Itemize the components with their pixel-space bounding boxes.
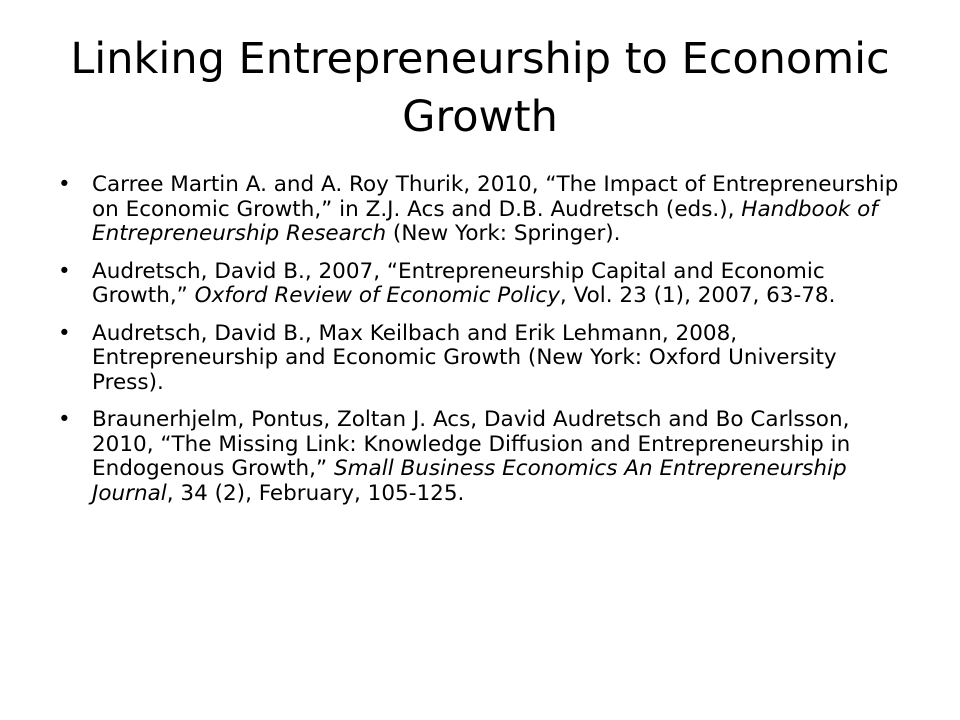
reference-item <box>58 408 908 506</box>
reference-italic-title: Oxford Review of Economic Policy <box>194 283 560 308</box>
reference-text-before: Carree Martin A. and A. Roy Thurik, 2010, “The Impact of Entrepreneurship on Economic Growth,” in Z.J. Acs and D.B. Audretsch (eds.), <box>92 172 899 222</box>
slide-title: Linking Entrepreneurship to Economic Growth <box>70 34 890 142</box>
reference-italic-title: Handbook of Entrepreneurship Research <box>92 196 878 246</box>
reference-text-after: , 34 (2), February, 105-125. <box>166 480 465 506</box>
reference-item <box>58 260 908 309</box>
bullet-icon: • <box>58 407 71 432</box>
reference-list <box>58 173 908 519</box>
reference-text <box>92 172 898 246</box>
reference-text <box>92 407 850 506</box>
reference-text <box>92 321 837 395</box>
reference-text-before: Braunerhjelm, Pontus, Zoltan J. Acs, David Audretsch and Bo Carlsson, 2010, “The Missing Link: Knowledge Diffusion and Entrepreneurship in Endogenous Growth,” <box>92 407 851 481</box>
reference-item <box>58 322 908 396</box>
reference-item <box>58 173 908 247</box>
reference-text-after: (New York: Springer). <box>386 221 621 246</box>
reference-text-before: Audretsch, David B., Max Keilbach and Erik Lehmann, 2008, Entrepreneurship and Economic Growth (New York: Oxford University Press). <box>92 320 837 395</box>
reference-italic-title: Small Business Economics An Entrepreneurship Journal <box>92 456 847 506</box>
reference-text <box>92 259 835 309</box>
bullet-icon: • <box>58 258 71 284</box>
bullet-icon: • <box>58 320 71 346</box>
reference-text-before: Audretsch, David B., 2007, “Entrepreneurship Capital and Economic Growth,” <box>92 258 825 308</box>
bullet-icon: • <box>58 172 71 197</box>
reference-text-after: , Vol. 23 (1), 2007, 63-78. <box>559 283 836 308</box>
